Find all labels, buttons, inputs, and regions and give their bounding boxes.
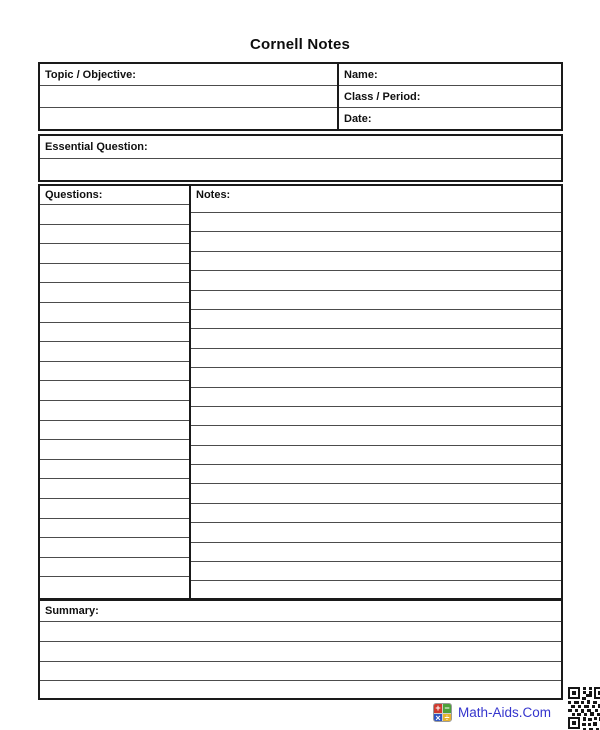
- blank-line-row: [191, 504, 561, 523]
- blank-line-row: [191, 291, 561, 310]
- blank-line-row: [40, 159, 561, 180]
- questions-rows: [40, 205, 189, 598]
- blank-line-row: [40, 421, 189, 441]
- blank-line-row: [40, 622, 561, 642]
- blank-line-row: [40, 479, 189, 499]
- name-row: [339, 64, 561, 86]
- class-period-label: Class / Period:: [344, 90, 421, 103]
- blank-line-row: [191, 271, 561, 290]
- essential-question-section: [38, 134, 563, 182]
- blank-line-row: [191, 388, 561, 407]
- page-title: Cornell Notes: [249, 36, 351, 53]
- blank-line-row: [40, 205, 189, 225]
- blank-line-row: [40, 264, 189, 284]
- blank-line-row: [40, 244, 189, 264]
- qr-code-icon: [568, 687, 600, 730]
- math-aids-brand-link[interactable]: Math-Aids.Com: [458, 705, 552, 720]
- cornell-notes-form: [38, 62, 563, 700]
- topic-objective-column: [40, 64, 339, 129]
- notes-column: [191, 186, 561, 598]
- blank-line-row: [40, 642, 561, 662]
- blank-line-row: [40, 323, 189, 343]
- blank-line-row: [40, 283, 189, 303]
- class-period-row: [339, 86, 561, 108]
- calculator-icon: [433, 703, 452, 722]
- blank-line-row: [191, 329, 561, 348]
- blank-line-row: [40, 108, 337, 129]
- date-label: Date:: [344, 112, 372, 125]
- blank-line-row: [191, 484, 561, 503]
- summary-rows: [40, 622, 561, 698]
- blank-line-row: [40, 558, 189, 578]
- blank-line-row: [191, 465, 561, 484]
- questions-notes-section: [38, 184, 563, 598]
- name-label: Name:: [344, 68, 378, 81]
- blank-line-row: [40, 538, 189, 558]
- blank-line-row: [40, 499, 189, 519]
- blank-line-row: [191, 523, 561, 542]
- blank-line-row: [191, 407, 561, 426]
- summary-section: [38, 598, 563, 700]
- header-table: [38, 62, 563, 131]
- blank-line-row: [191, 252, 561, 271]
- topic-objective-row: [40, 64, 337, 86]
- blank-line-row: [40, 681, 561, 698]
- blank-line-row: [40, 303, 189, 323]
- date-row: [339, 108, 561, 129]
- blank-line-row: [40, 662, 561, 682]
- blank-line-row: [191, 310, 561, 329]
- minus-symbol: −: [444, 703, 450, 713]
- blank-line-row: [40, 362, 189, 382]
- blank-line-row: [40, 460, 189, 480]
- essential-question-label: Essential Question:: [45, 141, 148, 153]
- notes-label: Notes:: [196, 189, 231, 201]
- essential-question-label-row: [40, 136, 561, 159]
- blank-line-row: [40, 225, 189, 245]
- blank-line-row: [191, 232, 561, 251]
- blank-line-row: [40, 440, 189, 460]
- blank-line-row: [40, 381, 189, 401]
- plus-symbol: +: [435, 703, 441, 713]
- summary-label: Summary:: [45, 605, 99, 617]
- blank-line-row: [40, 401, 189, 421]
- divide-symbol: ÷: [444, 713, 450, 722]
- blank-line-row: [40, 577, 189, 598]
- topic-objective-label: Topic / Objective:: [45, 68, 136, 81]
- questions-header: [40, 186, 189, 205]
- blank-line-row: [191, 446, 561, 465]
- blank-line-row: [191, 426, 561, 445]
- blank-line-row: [191, 543, 561, 562]
- student-info-column: [339, 64, 561, 129]
- notes-header: [191, 186, 561, 213]
- questions-label: Questions:: [45, 189, 103, 201]
- questions-column: [40, 186, 191, 598]
- blank-line-row: [191, 213, 561, 232]
- notes-rows: [191, 213, 561, 598]
- multiply-symbol: ×: [435, 713, 441, 722]
- summary-header: [40, 601, 561, 622]
- blank-line-row: [191, 562, 561, 581]
- blank-line-row: [40, 86, 337, 108]
- blank-line-row: [191, 581, 561, 598]
- blank-line-row: [191, 349, 561, 368]
- blank-line-row: [191, 368, 561, 387]
- blank-line-row: [40, 342, 189, 362]
- blank-line-row: [40, 519, 189, 539]
